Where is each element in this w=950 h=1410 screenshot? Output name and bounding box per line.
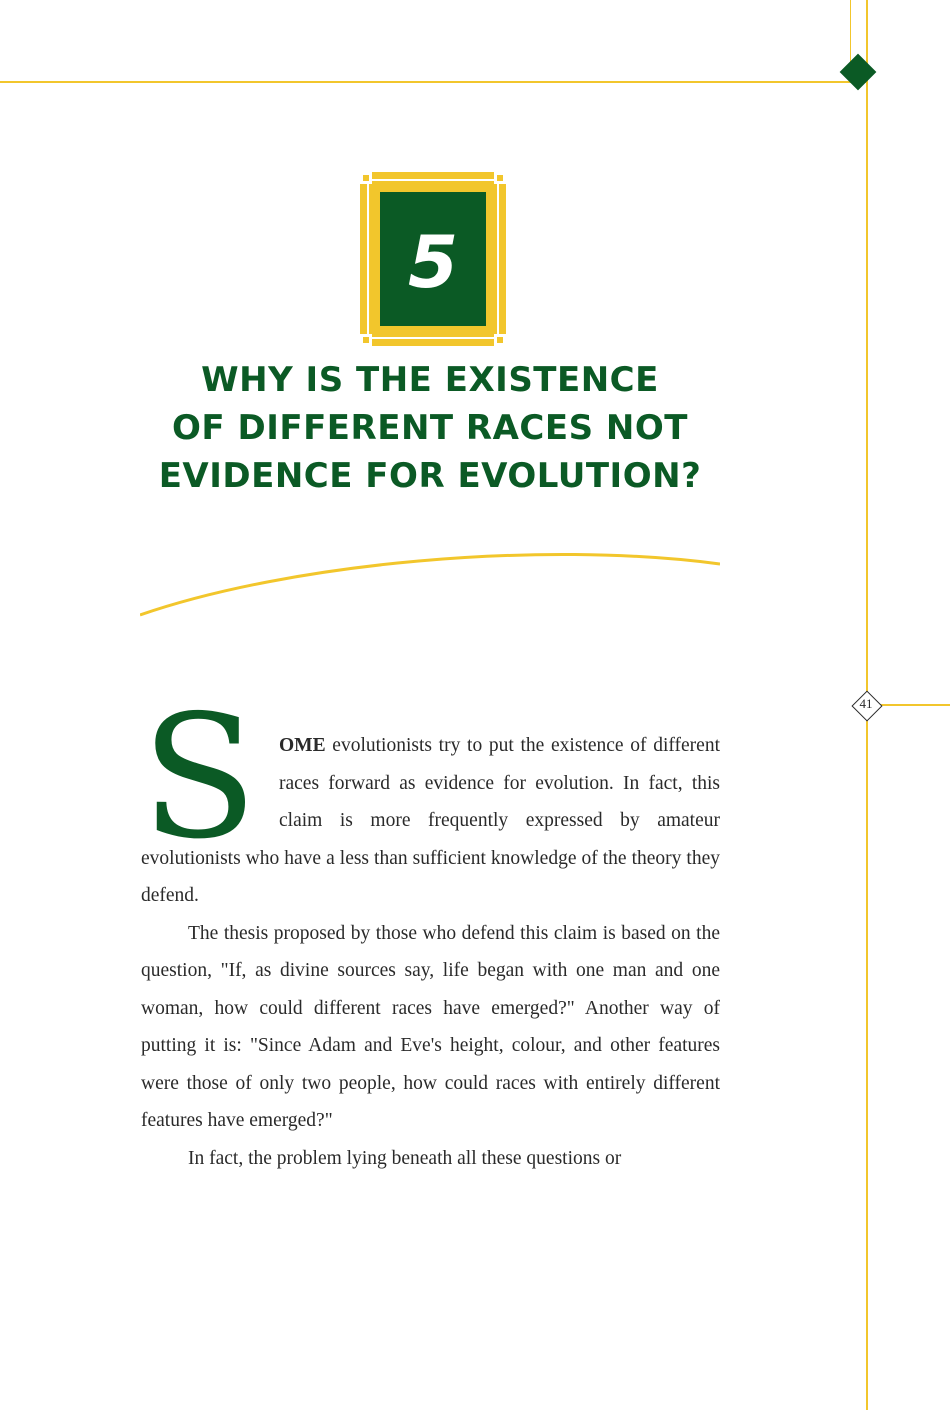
- paragraph-2: The thesis proposed by those who defend this claim is based on the question, "If, as divine sources say, life began with one man and one woman, how could different races have emerged?" Another way of putting it is: "Since Adam and Eve's height, colour, and other features were those of only two people, how could races with entirely different features have emerged?": [141, 922, 720, 1131]
- top-rule: [0, 81, 866, 83]
- chapter-number-badge: [358, 170, 508, 348]
- chapter-title-line: EVIDENCE FOR EVOLUTION?: [158, 456, 702, 496]
- lead-word: OME: [279, 735, 326, 756]
- drop-cap: S: [141, 679, 258, 877]
- paragraph-1: [141, 679, 720, 915]
- page-number-rule: [880, 704, 950, 706]
- paragraph-3: In fact, the problem lying beneath all these questions or: [188, 1147, 622, 1169]
- chapter-number: 5: [407, 220, 459, 304]
- body-text: [141, 679, 720, 1177]
- chapter-title-line: OF DIFFERENT RACES NOT: [172, 408, 688, 448]
- chapter-title: [140, 356, 720, 500]
- decorative-swoosh: [140, 545, 720, 620]
- page-number: 41: [859, 696, 873, 711]
- chapter-title-line: WHY IS THE EXISTENCE: [201, 360, 659, 400]
- corner-diamond-icon: [840, 54, 877, 91]
- paragraph-1-text: evolutionists try to put the existence of different races forward as evidence for evolution. In fact, this claim is more frequently expressed by amateur evolutionists who have a less than sufficient knowledge of the theory they defend.: [141, 735, 720, 906]
- page-number-marker: [852, 691, 880, 719]
